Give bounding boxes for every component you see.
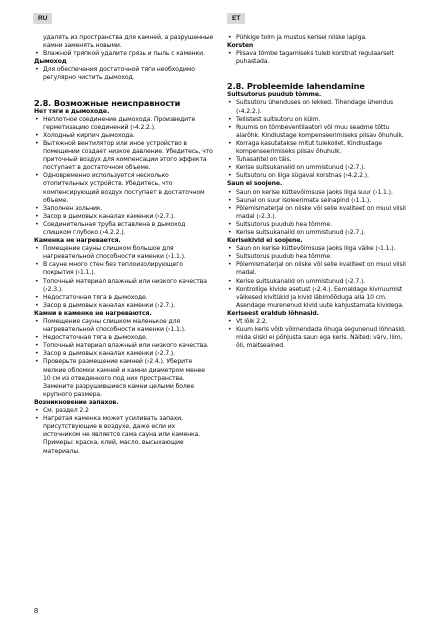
column-et [227, 34, 407, 350]
problem-causes-list [34, 407, 214, 456]
list-item: • Põlemismaterjal on niiske või selle kvaliteet on muul viisil madal (›2.3.). [227, 205, 407, 221]
problem-causes-list [34, 245, 214, 310]
problem-causes-list [34, 318, 214, 399]
list-item: • Suitsutoru on liiga sügaval korstnas (›4.2.2.). [227, 172, 407, 180]
list-item: • Ruumis on tõmbeventilaatori või muu seadme tõttu alarõhk. Kindlustage kompenseerimiseks piisav õhuhulk. [227, 124, 407, 140]
list-item: • Одновременно используется несколько отопительных устройств. Убедитесь, что компенсирующий воздух поступает в достаточном объеме. [34, 172, 214, 204]
problem-heading: Возникновение запахов. [34, 398, 119, 406]
list-item: • Saunal on suur isoleerimata seinapind (›1.1.). [227, 197, 407, 205]
list-item: • В сауне много стен без теплоизолирующего покрытия (›1.1.). [34, 261, 214, 277]
list-item: • Suitsutorus puudub hea tõmme. [227, 221, 407, 229]
chimney-list [227, 50, 407, 66]
list-item: • Suitsutorus puudub hea tõmme. [227, 253, 407, 261]
chimney-heading: Korsten [227, 42, 254, 50]
list-item: • Засор в дымовых каналах каменки (›2.7.). [34, 302, 214, 310]
section-title: 2.8. Возможные неисправности [34, 97, 181, 108]
list-item: • Saun on kerise küttevõimsuse jaoks liiga suur (›1.1.). [227, 189, 407, 197]
list-item: • Piisava tõmbe tagamiseks tuleb korstnat regulaarselt puhastada. [227, 50, 407, 66]
list-item: • Vt lõik 2.2. [227, 318, 407, 326]
problem-heading: Saun ei soojene. [227, 180, 283, 188]
list-item: • Влажной тряпкой удалите грязь и пыль с каменки. [34, 50, 214, 58]
problem-heading: Suitsutorus puudub tõmme. [227, 91, 322, 99]
list-item: удалять из пространства для камней, а разрушенные камни заменять новыми. [43, 34, 214, 50]
troubleshooting-groups [227, 91, 407, 350]
list-item: • Kerise suitsukanalid on ummistunud (›2.7.). [227, 278, 407, 286]
problem-causes-list [227, 189, 407, 238]
problem-causes-list [227, 99, 407, 180]
list-item: • Засор в дымовых каналах каменки (›2.7.). [34, 350, 214, 358]
list-item: • Tellistest suitsutoru on külm. [227, 116, 407, 124]
list-item: • Saun on kerise küttevõimsuse jaoks liiga väike (›1.1.). [227, 245, 407, 253]
list-item: • Kuum keris võib võimendada õhuga segunenud lõhnasid, mida siiski ei põhjusta saun ega keris. Näited: värv, liim, õli, maitseained. [227, 326, 407, 350]
list-item: • Pühkige tolm ja mustus kerisel niiske lapiga. [227, 34, 407, 42]
chimney-heading: Дымоход [34, 58, 67, 66]
list-item: • Põlemismaterjal on niiske või selle kvaliteet on muul viisil madal. [227, 261, 407, 277]
troubleshooting-groups [34, 108, 214, 456]
list-item: • Kontrollige kivide asetust (›2.4.). Eemaldage kiviruumist väikesed kivitükid ja kivid läbimõõduga alla 10 cm. Asendage murenenud kivid uute kahjustamata kividega. [227, 286, 407, 310]
list-item: • Kerise suitsukanalid on ummistunud (›2.7.). [227, 164, 407, 172]
list-item: • Tuhasahtel on täis. [227, 156, 407, 164]
list-item: • Заполнен зольник. [34, 205, 214, 213]
column-ru [34, 34, 214, 456]
list-item: • Топочный материал влажный или низкого качества (›2.3.). [34, 278, 214, 294]
problem-heading: Нет тяги в дымоходе. [34, 107, 110, 115]
list-item: • Помещение сауны слишком большое для нагревательной способности каменки (›1.1.). [34, 245, 214, 261]
problem-causes-list [34, 116, 214, 237]
list-item: • Помещение сауны слишком маленькое для нагревательной способности каменки (›1.1.). [34, 318, 214, 334]
list-item: • Засор в дымовых каналах каменки (›2.7.). [34, 213, 214, 221]
list-item: • Холодный кирпич дымохода. [34, 132, 214, 140]
problem-heading: Каменка не нагревается. [34, 237, 121, 245]
problem-causes-list [227, 245, 407, 310]
list-item: • Нагретая каменка может усиливать запахи, присутствующие в воздухе, даже если их источником не является сама сауна или каменка. Примеры: краска, клей, масло, высыхающие материалы. [34, 415, 214, 455]
list-item: • Для обеспечения достаточной тяги необходимо регулярно чистить дымоход. [34, 66, 214, 82]
list-item: • Вытяжной вентилятор или иное устройство в помещении создает низкое давление. Убедитесь, что приточный воздух для компенсации этого эффекта поступает в достаточном объеме. [34, 140, 214, 172]
list-item: • Недостаточная тяга в дымоходе. [34, 294, 214, 302]
top-list [227, 34, 407, 42]
list-item: • Suitsutoru ühenduses on lekked. Tihendage ühendus (›4.2.2.). [227, 99, 407, 115]
problem-heading: Камни в каменке не нагреваются. [34, 309, 152, 317]
problem-heading: Keriseest eraldub lõhnasid. [227, 309, 319, 317]
list-item: • Kerise suitsukanalid on ummistunud (›2.7.). [227, 229, 407, 237]
problem-heading: Kerisekivid ei soojene. [227, 237, 303, 245]
chimney-list [34, 66, 214, 82]
language-tag-ru: RU [33, 13, 52, 24]
list-item: • Проверьте размещение камней (›2.4.). Уберите мелкие обломки камней и камни диаметром менее 10 см из отведенного под них пространства. Замените разрушившиеся камни целыми более крупного размера. [34, 358, 214, 398]
list-item: • Неплотное соединение дымохода. Произведите герметизацию соединений (›4.2.2.). [34, 116, 214, 132]
list-item: • Недостаточная тяга в дымоходе. [34, 334, 214, 342]
list-item: • Соединительная труба вставлена в дымоход слишком глубоко (›4.2.2.). [34, 221, 214, 237]
language-tag-et: ET [227, 13, 245, 24]
list-item: • См. раздел 2.2 [34, 407, 214, 415]
list-item: • Топочный материал влажный или низкого качества. [34, 342, 214, 350]
list-item: • Korraga kasutatakse mitut tulekollet. Kindlustage kompenseerimiseks piisav õhuhulk. [227, 140, 407, 156]
problem-causes-list [227, 318, 407, 350]
section-title: 2.8. Probleemide lahendamine [227, 81, 365, 92]
page-number: 8 [34, 606, 39, 615]
top-list [34, 34, 214, 58]
